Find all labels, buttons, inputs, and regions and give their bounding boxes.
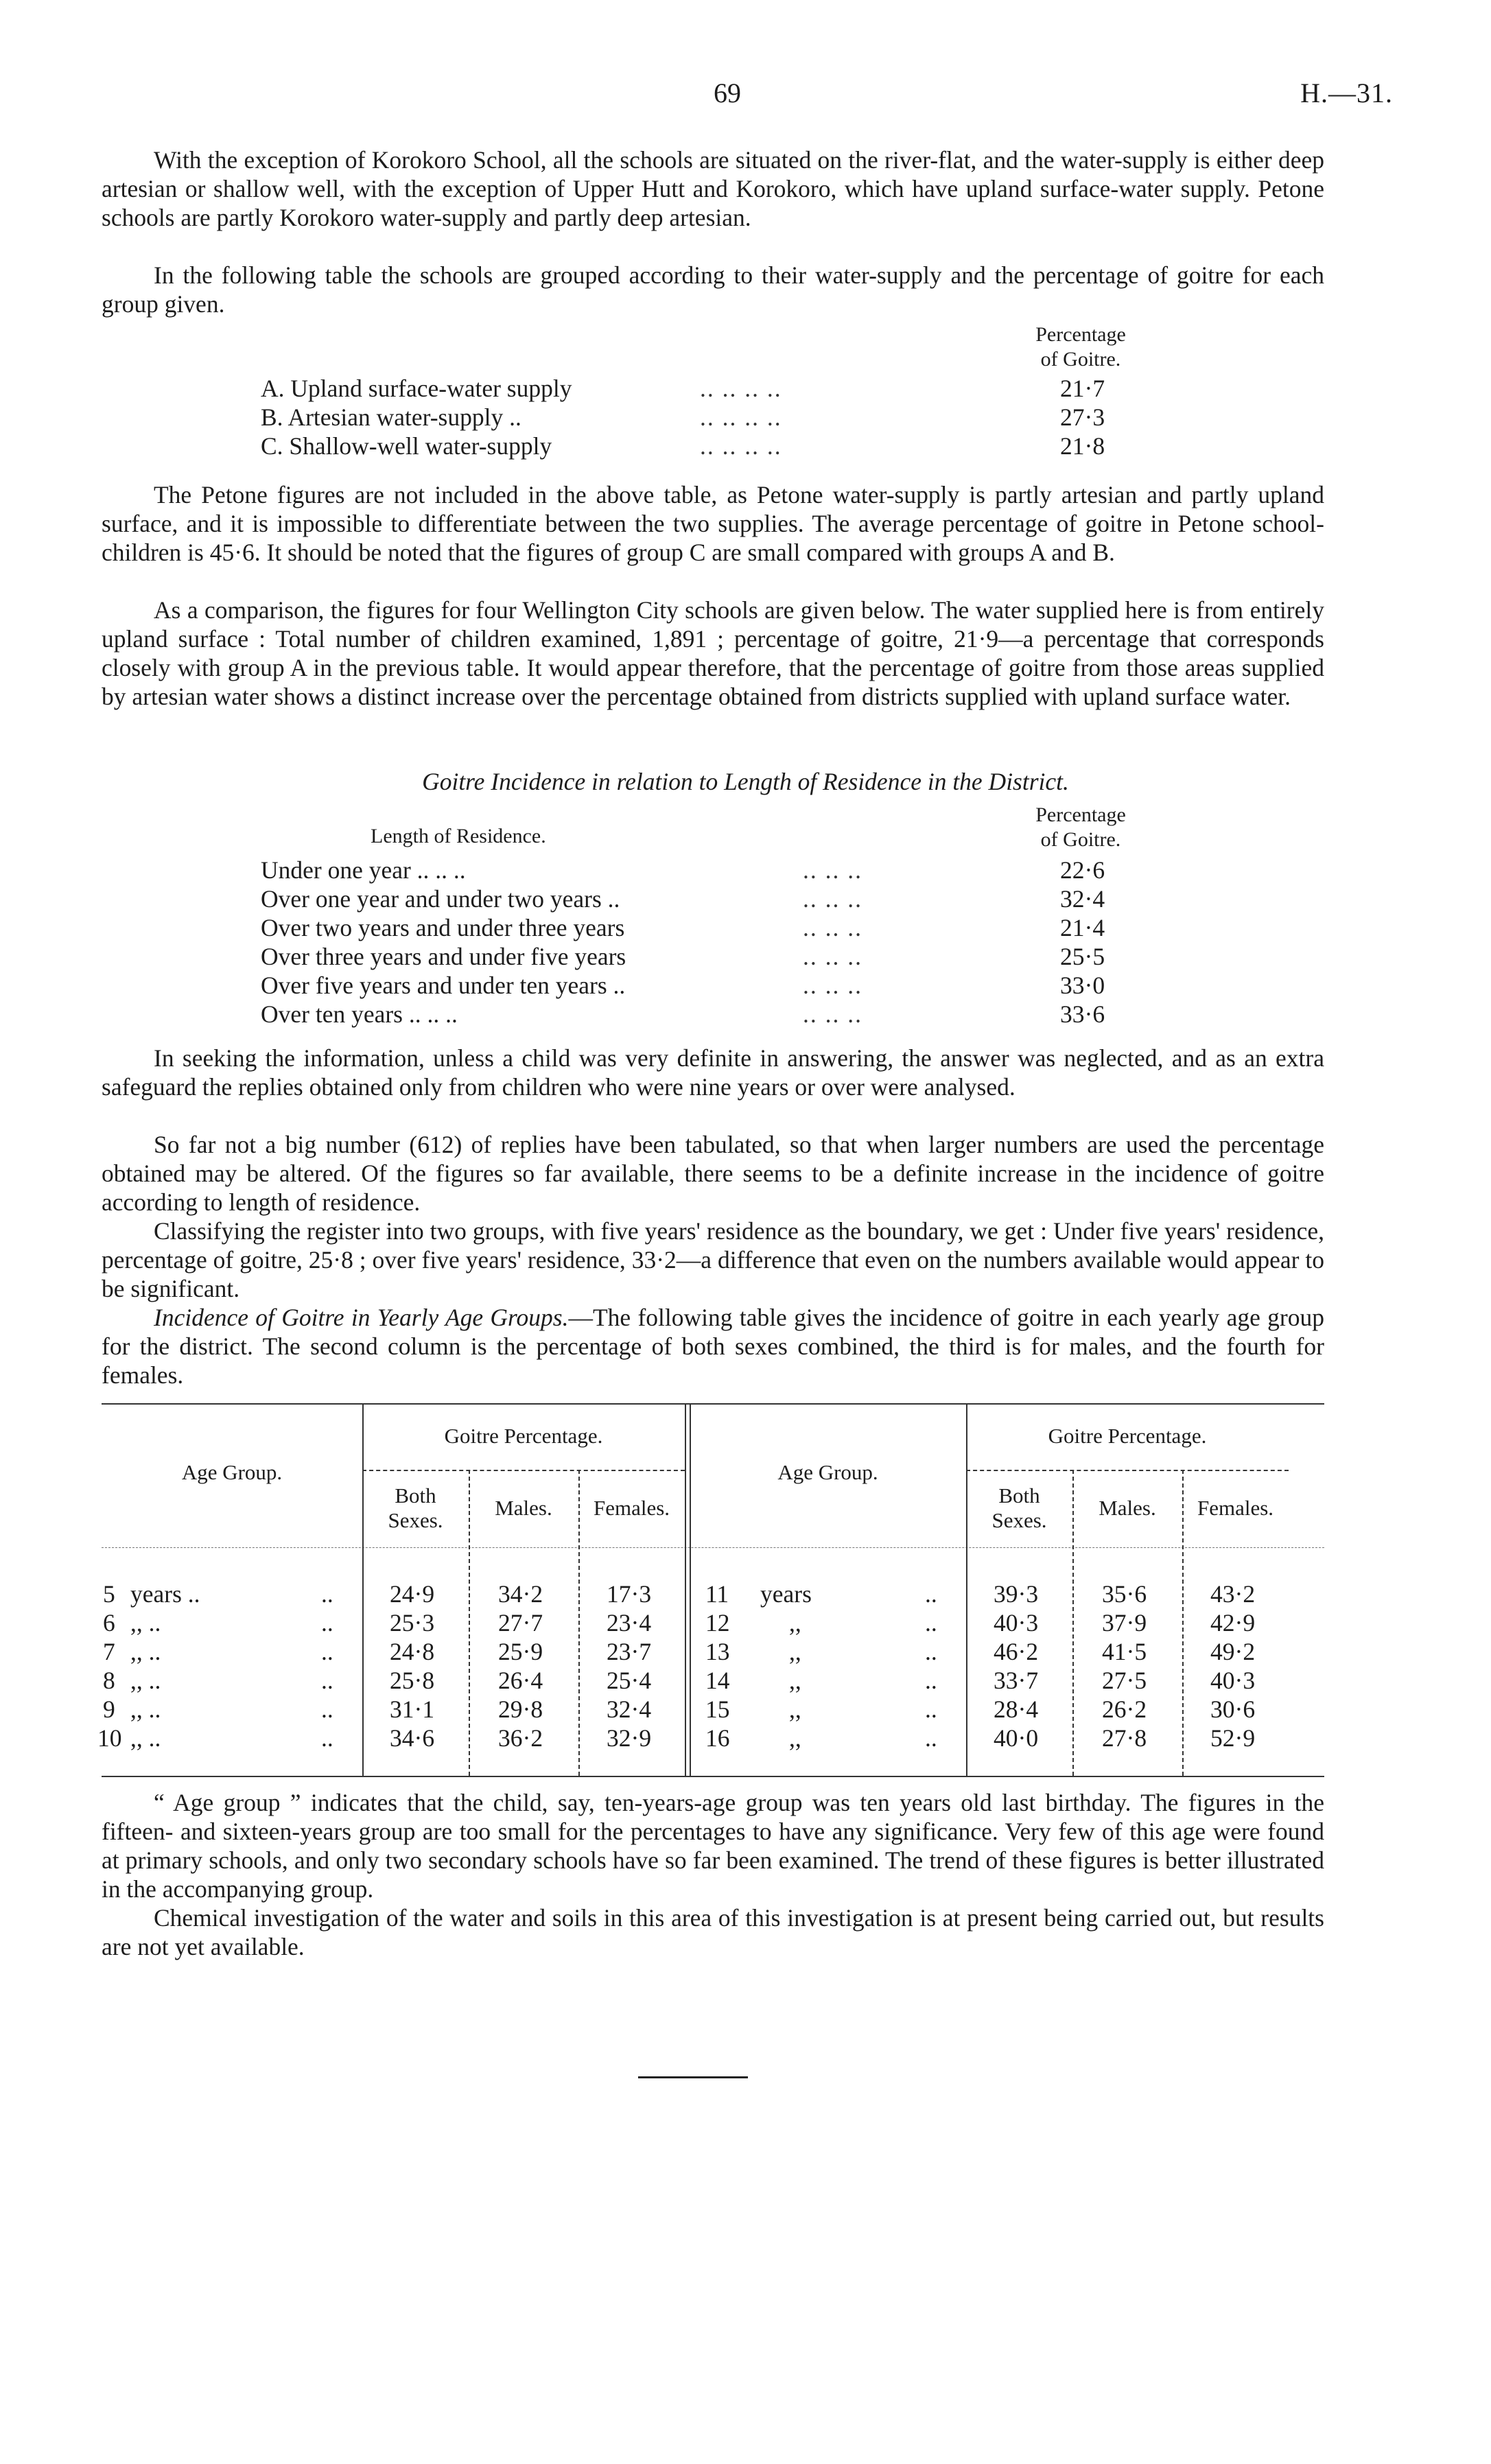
age-group-header-right: Age Group.: [777, 1460, 878, 1484]
table-subheader-rule-left: [362, 1470, 685, 1471]
males-header-right: Males.: [1099, 1496, 1156, 1520]
residence-pct-header: Percentage of Goitre.: [1035, 803, 1126, 851]
table-vline: [685, 1403, 686, 1776]
document-reference: H.—31.: [1300, 78, 1393, 108]
both-sexes-header-right: Both Sexes.: [991, 1483, 1047, 1532]
table-header-rule: [102, 1547, 1324, 1548]
table-subheader-rule-right: [966, 1470, 1289, 1471]
paragraph-so-far: So far not a big number (612) of replies have been tabulated, so that when larger numbers are used the percentage obtained may be altered. Of the figures so far available, there seems to be a definite increase in the incidence of goitre according to length of residence.: [102, 1131, 1324, 1216]
document-page: 69 H.—31. With the exception of Korokoro School, all the schools are situated on the river-flat, and the water-supply is either deep artesian or shallow well, with the exception of Upper Hutt and Korokoro, which have upland surface-water supply. Petone schools are partly Korokoro water-supply and partly deep artesian. In the following table the schools are grouped according to their water-supply and the percentage of goitre for each group given. Percentage of Goitre. A. Upland surface-water supply .. .. .. .. 21·7 B. Artesian water-supply .. .. .. .. .. 27·3 C. Shallow-well water-supply .. .. .. .. 21·8 The Petone figures are not included in the above table, as Petone water-supply is partly artesian and partly upland surface, and it is impossible to differentiate between the two supplies. The average percentage of goitre in Petone school-children is 45·6. It should be noted that the figures of group C are small compared with groups A and B. As a comparison, the figures for four Wellington City schools are given below. The water supplied here is from entirely upland surface : Total number of children examined, 1,891 ; percentage of goitre, 21·9—a percentage that corresponds closely with group A in the previous table. It would appear therefore, that the percentage of goitre from those areas supplied by artesian water shows a distinct increase over the percentage obtained from districts supplied with upland surface water. Goitre Incidence in relation to Length of Residence in the District. Length of Residence. Percentage of Goitre. Under one year .. .. .. .. .. .. 22·6 Over one year and under two years .. .. .. .. 32·4 Over two years and under three years .. .. .. 21·4 Over three years and under five years .. .. .. 25·5 Over five years and under ten years .. .. .. .. 33·0 Over ten years .. .. .. .. .. .. 33·6 In seeking the information, unless a child was very definite in answering, the answer was neglected, and as an extra safeguard the replies obtained only from children who were nine years or over were analysed. So far not a big number (612) of replies have been tabulated, so that when larger numbers are used the percentage obtained may be altered. Of the figures so far available, there seems to be a definite increase in the incidence of goitre according to length of residence. Classifying the register into two groups, with five years' residence as the boundary, we get : Under five years' residence, percentage of goitre, 25·8 ; over five years' residence, 33·2—a difference that even on the numbers available would appear to be significant. Incidence of Goitre in Yearly Age Groups.—The following table gives the incidence of goitre in each yearly age group for the district. The second column is the percentage of both sexes combined, the third is for males, and the fourth for females. Age Group. Age Group. Goitre Percentage. Goitre Percentage. Both Sexes. Males. Females. Both Sexes. Males. Females. 5 years .. .. 24·9 34·2 17·3 6 ,, .. .. 25·3 27·7 23·4 7 ,, .. .. 24·8 25·9 23·7 8 ,, .. .. 25·8 26·4 25·4 9 ,, .. .. 31·1 29·8 32·4 10 ,, .. .. 34·6 36·2 32·9 11 years .. 39·3 35·6 43·2 12 ,, .. 40·3 37·9 42·9 13 ,, .. 46·2 41·5 49·2 14 ,, .. 33·7 27·5 40·3 15 ,, .. 28·4 26·2 30·6 16 ,, .. 40·0 27·8 52·9 “ Age group ” indicates that the child, say, ten-years-age group was ten years old last birthday. The figures in the fifteen- and sixteen-years group are too small for the percentages to have any significance. Very few of this age were found at primary schools, and only two secondary schools have so far been examined. The trend of these figures is better illustrated in the accompanying group. Chemical investigation of the water and soils in this area of this investigation is at present being carried out, but results are not yet available.: [0, 0, 1491, 2464]
table-vline: [690, 1403, 691, 1776]
females-header-right: Females.: [1197, 1496, 1274, 1520]
paragraph-seeking: In seeking the information, unless a child was very definite in answering, the answer was neglected, and as an extra safeguard the replies obtained only from children who were nine years or over were analysed.: [102, 1044, 1324, 1101]
water-table-pct-header: Percentage of Goitre.: [1035, 323, 1126, 371]
age-group-header-left: Age Group.: [181, 1460, 283, 1484]
paragraph-petone: The Petone figures are not included in the above table, as Petone water-supply is partly artesian and partly upland surface, and it is impossible to differentiate between the two supplies. The average percentage of goitre in Petone school-children is 45·6. It should be noted that the figures of group C are small compared with groups A and B.: [102, 481, 1324, 566]
paragraph-classifying: Classifying the register into two groups, with five years' residence as the boundary, we get : Under five years' residence, percentage of goitre, 25·8 ; over five years' residence, 33·2—a difference that even on the numbers available would appear to be significant.: [102, 1217, 1324, 1302]
both-sexes-header-left: Both Sexes.: [388, 1483, 443, 1532]
goitre-pct-header-right: Goitre Percentage.: [1048, 1424, 1207, 1448]
table-top-rule: [102, 1403, 1324, 1405]
paragraph-age-group-note: “ Age group ” indicates that the child, say, ten-years-age group was ten years old last birthday. The figures in the fifteen- and sixteen-years group are too small for the percentages to have any significance. Very few of this age were found at primary schools, and only two secondary schools have so far been examined. The trend of these figures is better illustrated in the accompanying group.: [102, 1789, 1324, 1903]
paragraph-korokoro: With the exception of Korokoro School, all the schools are situated on the river-flat, and the water-supply is either deep artesian or shallow well, with the exception of Upper Hutt and Korokoro, which have upland surface-water supply. Petone schools are partly Korokoro water-supply and partly deep artesian.: [102, 146, 1324, 231]
page-number: 69: [714, 78, 741, 108]
paragraph-chemical: Chemical investigation of the water and soils in this area of this investigation is at present being carried out, but results are not yet available.: [102, 1904, 1324, 1960]
males-header-left: Males.: [495, 1496, 552, 1520]
goitre-pct-header-left: Goitre Percentage.: [444, 1424, 603, 1448]
paragraph-wellington: As a comparison, the figures for four Wellington City schools are given below. The water supplied here is from entirely upland surface : Total number of children examined, 1,891 ; percentage of goitre, 21·9—a percentage that corresponds closely with group A in the previous table. It would appear therefore, that the percentage of goitre from those areas supplied by artesian water shows a distinct increase over the percentage obtained from districts supplied with upland surface water.: [102, 596, 1324, 710]
paragraph-yearly-groups: Incidence of Goitre in Yearly Age Groups.—The following table gives the incidence of goitre in each yearly age group for the district. The second column is the percentage of both sexes combined, the third is for males, and the fourth for females.: [102, 1304, 1325, 1389]
closing-rule: [638, 2076, 748, 2078]
paragraph-grouping: In the following table the schools are grouped according to their water-supply and the percentage of goitre for each group given.: [102, 261, 1324, 318]
yearly-groups-heading: Incidence of Goitre in Yearly Age Groups.: [154, 1304, 569, 1331]
females-header-left: Females.: [593, 1496, 670, 1520]
residence-table-caption: Goitre Incidence in relation to Length of Residence in the District.: [422, 768, 1069, 795]
residence-col-header: Length of Residence.: [371, 825, 546, 847]
table-vline: [966, 1403, 967, 1776]
table-bottom-rule: [102, 1776, 1324, 1777]
table-vline: [362, 1403, 364, 1776]
